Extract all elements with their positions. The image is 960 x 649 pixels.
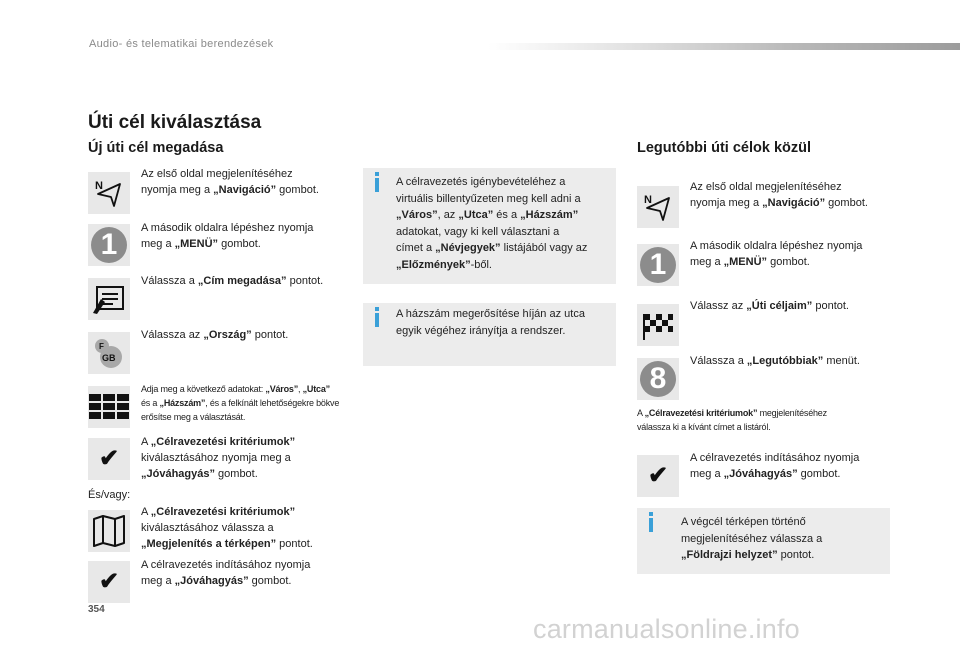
right-step-6-text: A célravezetés indításához nyomja meg a „Jóváhagyás” gombot. (690, 452, 860, 480)
checkered-flag-icon (641, 308, 675, 342)
country-badge-top: F (99, 342, 104, 351)
address-entry-icon-box (88, 278, 130, 320)
info-box-geo-position (637, 508, 890, 574)
page-title: Úti cél kiválasztása (88, 112, 262, 133)
navigation-icon (92, 176, 126, 210)
left-step-8-text: A célravezetés indításához nyomja meg a „Jóváhagyás” gombot. (141, 559, 311, 587)
navigation-button-icon-box (88, 172, 130, 214)
and-or-label: És/vagy: (88, 489, 131, 501)
right-step-5-text: A „Célravezetési kritériumok” megjelenítéséhez válassza ki a kívánt címet a listáról. (637, 408, 827, 432)
map-icon (91, 515, 127, 547)
right-step-3-text: Válassz az „Úti céljaim” pontot. (690, 300, 849, 312)
checkmark-icon: ✔ (98, 445, 120, 472)
left-step-3-text: Válassza a „Cím megadása” pontot. (141, 275, 324, 287)
country-badge-bottom: GB (102, 353, 116, 363)
info-box-keyboard-text: A célravezetés igénybevételéhez a virtuális billentyűzeten meg kell adni a „Város”, az „Utca” és a „Házszám” adatokat, vagy ki kell választani a címet a „Névjegyek” listájából vagy az „Előzmények”-ből. (396, 176, 588, 271)
svg-text:N: N (644, 194, 652, 206)
confirm-icon-box-2 (88, 561, 130, 603)
map-view-icon-box (88, 510, 130, 552)
step-number-badge: 1 (91, 227, 127, 263)
right-section-title: Legutóbbi úti célok közül (637, 140, 811, 156)
menu-button-icon-box (88, 224, 130, 266)
right-step-1-text: Az első oldal megjelenítéséhez nyomja meg a „Navigáció” gombot. (690, 181, 868, 209)
info-icon (375, 313, 379, 327)
info-box-house-number-text: A házszám megerősítése híján az utca egyik végéhez irányítja a rendszer. (396, 308, 585, 337)
left-step-5-text: Adja meg a következő adatokat: „Város”, „Utca” és a „Házszám”, és a felkínált lehetőségekre bökve erősítse meg a választását. (141, 384, 340, 422)
navigation-icon (641, 190, 675, 224)
section-header-title: Audio- és telematikai berendezések (89, 38, 274, 50)
page-number: 354 (88, 604, 105, 615)
left-step-1-text: Az első oldal megjelenítéséhez nyomja meg a „Navigáció” gombot. (141, 168, 319, 196)
checkmark-icon: ✔ (647, 462, 669, 489)
my-destinations-icon-box (637, 304, 679, 346)
left-step-2-text: A második oldalra lépéshez nyomja meg a „MENÜ” gombot. (141, 222, 314, 250)
header-gradient-bar (488, 43, 960, 50)
navigation-button-icon-box-right (637, 186, 679, 228)
info-box-keyboard (363, 168, 616, 284)
info-box-geo-position-text: A végcél térképen történő megjelenítéséhez válassza a „Földrajzi helyzet” pontot. (681, 516, 823, 561)
right-step-2-text: A második oldalra lépéshez nyomja meg a „MENÜ” gombot. (690, 240, 863, 268)
right-step-4-text: Válassza a „Legutóbbiak” menüt. (690, 355, 860, 367)
left-section-title: Új úti cél megadása (88, 140, 224, 156)
watermark-text: carmanualsonline.info (533, 614, 800, 644)
keyboard-icon-box (88, 386, 130, 428)
country-icon-box (88, 332, 130, 374)
svg-text:N: N (95, 180, 103, 192)
step-number-badge: 1 (640, 247, 676, 283)
checkmark-icon: ✔ (98, 568, 120, 595)
left-step-4-text: Válassza az „Ország” pontot. (141, 329, 289, 341)
confirm-icon-box (88, 438, 130, 480)
info-icon (649, 518, 653, 532)
confirm-icon-box-right (637, 455, 679, 497)
info-box-house-number (363, 303, 616, 366)
recent-icon-box (637, 358, 679, 400)
menu-button-icon-box-right (637, 244, 679, 286)
step-number-badge: 8 (640, 361, 676, 397)
left-step-7-text: A „Célravezetési kritériumok” kiválasztásához válassza a „Megjelenítés a térképen” pontot. (141, 506, 313, 550)
address-form-icon (91, 283, 127, 315)
country-code-icon (91, 335, 127, 371)
left-step-6-text: A „Célravezetési kritériumok” kiválasztásához nyomja meg a „Jóváhagyás” gombot. (141, 436, 296, 480)
keyboard-icon (89, 393, 129, 421)
info-icon (375, 178, 379, 192)
